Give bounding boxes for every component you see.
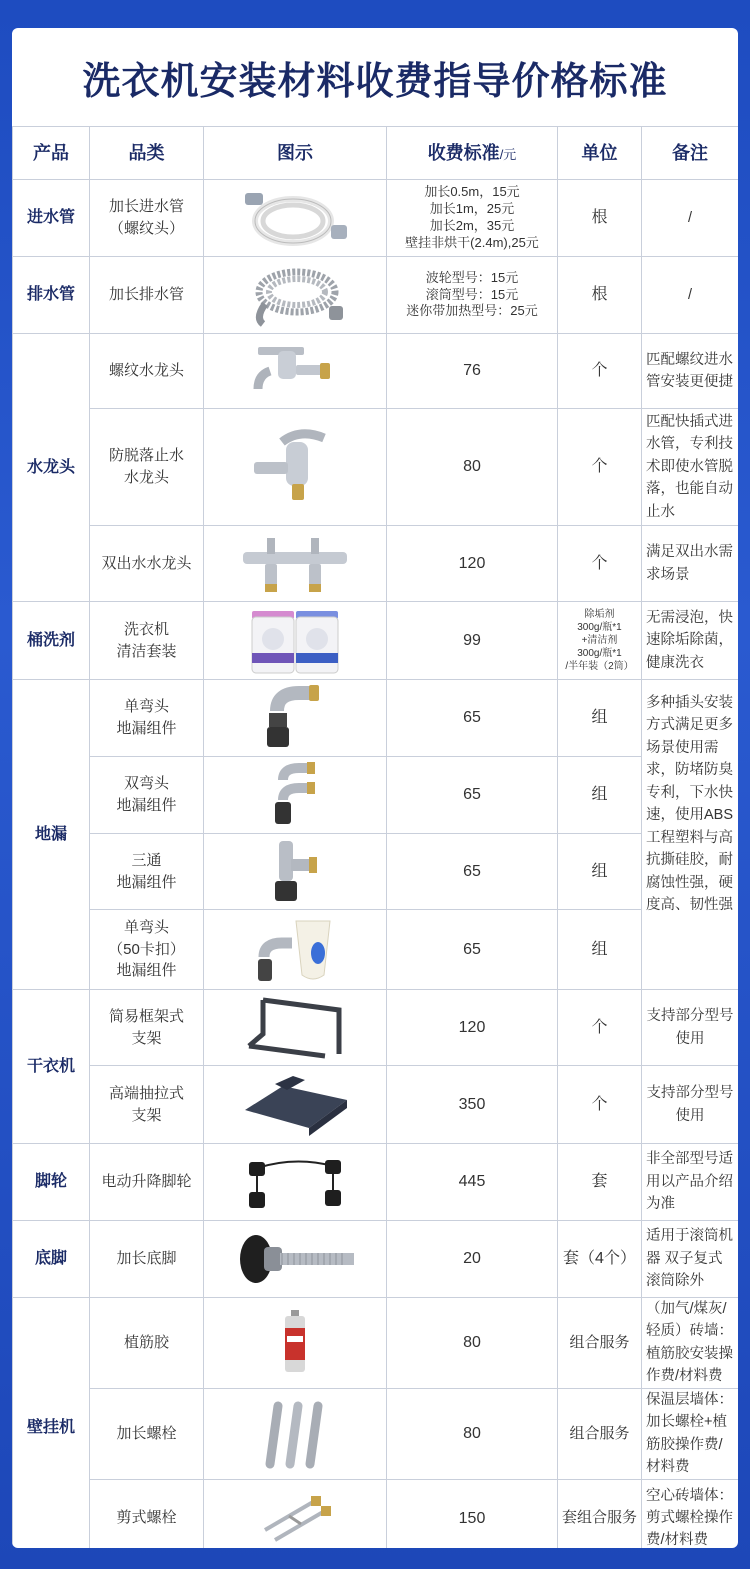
note-cell: /	[642, 257, 739, 334]
category-line: 洗衣机	[123, 620, 169, 638]
table-row	[13, 1298, 739, 1389]
long-bolts-icon	[260, 1398, 330, 1470]
inlet-hose-icon	[235, 185, 355, 251]
category-cell: 电动升降脚轮	[90, 1144, 204, 1221]
unit-cell	[558, 602, 642, 680]
image-cell	[204, 1144, 387, 1221]
category-cell: 加长底脚	[90, 1221, 204, 1298]
note-cell: 满足双出水需求场景	[642, 526, 739, 602]
price-cell: 120	[387, 990, 558, 1066]
category-cell	[90, 680, 204, 757]
unit-line: +清洁剂	[581, 635, 618, 646]
price-cell: 65	[387, 910, 558, 990]
floor-drain-elbow-icon	[255, 683, 335, 753]
image-cell	[204, 180, 387, 257]
product-cell: 水龙头	[13, 334, 90, 602]
pullout-rack-icon	[235, 1070, 355, 1140]
unit-cell: 组	[558, 680, 642, 757]
price-line: 加长0.5m，15元	[424, 184, 520, 200]
note-cell: 无需浸泡，快速除垢除菌，健康洗衣	[642, 602, 739, 680]
product-cell: 壁挂机	[13, 1298, 90, 1549]
price-cell: 76	[387, 334, 558, 409]
table-row	[13, 1221, 739, 1298]
note-cell: 匹配螺纹进水管安装更便捷	[642, 334, 739, 409]
price-cell: 20	[387, 1221, 558, 1298]
table-row	[13, 1144, 739, 1221]
category-line: 水龙头	[123, 469, 169, 486]
price-cell: 80	[387, 1388, 558, 1479]
category-line: （50卡扣）	[108, 940, 185, 958]
unit-line: 除垢剂	[584, 609, 615, 620]
unit-cell: 套（4个）	[558, 1221, 642, 1298]
category-line: 三通	[131, 851, 162, 869]
product-cell: 底脚	[13, 1221, 90, 1298]
table-row	[13, 1388, 739, 1479]
faucet-icon	[240, 422, 350, 512]
price-cell	[387, 180, 558, 257]
unit-cell: 套组合服务	[558, 1479, 642, 1548]
image-cell	[204, 526, 387, 602]
category-line: 单弯头	[123, 918, 169, 936]
category-cell	[90, 757, 204, 834]
price-cell: 65	[387, 834, 558, 910]
product-cell: 脚轮	[13, 1144, 90, 1221]
header-row	[13, 127, 739, 180]
floor-drain-clip-icon	[250, 913, 340, 987]
note-cell: （加气/煤灰/轻质）砖墙：植筋胶安装操作费/材料费	[642, 1298, 739, 1389]
category-line: 支架	[131, 1106, 162, 1124]
category-cell: 植筋胶	[90, 1298, 204, 1389]
category-line: 地漏组件	[116, 873, 177, 891]
note-cell: 保温层墙体：加长螺栓+植筋胶操作费/材料费	[642, 1388, 739, 1479]
header-category: 品类	[90, 127, 204, 180]
price-cell: 80	[387, 1298, 558, 1389]
category-line: （螺纹头）	[108, 220, 184, 237]
table-row	[13, 526, 739, 602]
header-price-unit: /元	[499, 146, 517, 162]
unit-cell: 组	[558, 757, 642, 834]
category-line: 简易框架式	[108, 1007, 184, 1025]
note-cell: 适用于滚筒机器 双子复式滚筒除外	[642, 1221, 739, 1298]
drain-hose-icon	[235, 262, 355, 328]
header-unit: 单位	[558, 127, 642, 180]
product-cell: 进水管	[13, 180, 90, 257]
price-cell: 65	[387, 757, 558, 834]
price-line: 加长2m，35元	[429, 218, 515, 233]
category-cell: 加长螺栓	[90, 1388, 204, 1479]
product-cell: 排水管	[13, 257, 90, 334]
price-line: 滚筒型号：15元	[425, 286, 519, 302]
price-cell: 445	[387, 1144, 558, 1221]
category-line: 防脱落止水	[108, 447, 184, 465]
image-cell	[204, 334, 387, 409]
table-row	[13, 680, 739, 757]
price-cell: 65	[387, 680, 558, 757]
simple-rack-icon	[235, 994, 355, 1062]
page-title: 洗衣机安装材料收费指导价格标准	[82, 60, 668, 103]
image-cell	[204, 910, 387, 990]
image-cell	[204, 1388, 387, 1479]
image-cell	[204, 680, 387, 757]
price-line: 波轮型号：15元	[425, 269, 519, 285]
note-cell: 支持部分型号使用	[642, 990, 739, 1066]
table-row	[13, 602, 739, 680]
unit-cell: 组合服务	[558, 1298, 642, 1389]
category-line: 双弯头	[123, 775, 169, 793]
category-line: 双出水水龙头	[101, 554, 192, 572]
price-cell: 350	[387, 1066, 558, 1144]
product-cell: 干衣机	[13, 990, 90, 1144]
image-cell	[204, 1298, 387, 1389]
product-cell: 地漏	[13, 680, 90, 990]
anchor-glue-icon	[265, 1308, 325, 1378]
category-line: 高端抽拉式	[108, 1084, 184, 1102]
price-cell	[387, 257, 558, 334]
unit-cell: 组	[558, 910, 642, 990]
table-row	[13, 1066, 739, 1144]
image-cell	[204, 602, 387, 680]
category-line: 单弯头	[123, 698, 169, 716]
unit-cell: 根	[558, 257, 642, 334]
category-cell	[90, 334, 204, 409]
unit-cell: 个	[558, 1066, 642, 1144]
extended-foot-icon	[230, 1229, 360, 1289]
header-product: 产品	[13, 127, 90, 180]
category-cell: 加长排水管	[90, 257, 204, 334]
unit-cell: 个	[558, 409, 642, 526]
product-cell: 桶洗剂	[13, 602, 90, 680]
header-price-label: 收费标准	[427, 142, 500, 163]
category-line: 地漏组件	[116, 720, 177, 737]
scissor-bolts-icon	[255, 1490, 335, 1546]
table-row	[13, 257, 739, 334]
double-faucet-icon	[235, 530, 355, 598]
category-line: 地漏组件	[116, 797, 177, 814]
unit-cell: 个	[558, 526, 642, 602]
category-line: 支架	[131, 1029, 162, 1047]
note-cell: 支持部分型号使用	[642, 1066, 739, 1144]
table-row	[13, 990, 739, 1066]
table-row	[13, 834, 739, 910]
category-cell	[90, 1066, 204, 1144]
category-cell: 剪式螺栓	[90, 1479, 204, 1548]
category-cell	[90, 834, 204, 910]
floor-drain-double-icon	[255, 760, 335, 830]
price-cell: 80	[387, 409, 558, 526]
note-cell: 多种插头安装方式满足更多场景使用需求，防堵防臭专利，下水快速，使用ABS工程塑料与高抗撕硅胶，耐腐蚀性强，硬度高、韧性强	[642, 680, 739, 990]
cleaner-bottles-icon	[240, 605, 350, 677]
caster-icon	[235, 1148, 355, 1216]
image-cell	[204, 990, 387, 1066]
price-line: 壁挂非烘干(2.4m),25元	[405, 234, 539, 250]
category-cell	[90, 990, 204, 1066]
image-cell	[204, 1221, 387, 1298]
image-cell	[204, 257, 387, 334]
unit-line: 300g/瓶*1	[577, 622, 622, 633]
faucet-icon	[240, 337, 350, 405]
header-image: 图示	[204, 127, 387, 180]
unit-line: /半年装（2筒）	[565, 661, 634, 672]
image-cell	[204, 1066, 387, 1144]
category-cell	[90, 180, 204, 257]
price-line: 迷你带加热型号：25元	[406, 303, 538, 319]
image-cell	[204, 834, 387, 910]
price-line: 加长1m，25元	[429, 201, 515, 217]
table-row	[13, 334, 739, 409]
price-card	[12, 28, 738, 1548]
unit-cell: 个	[558, 990, 642, 1066]
unit-cell: 个	[558, 334, 642, 409]
category-cell	[90, 526, 204, 602]
unit-cell: 根	[558, 180, 642, 257]
category-line: 地漏组件	[116, 962, 177, 980]
table-row	[13, 910, 739, 990]
category-line: 加长进水管	[108, 198, 184, 216]
table-row	[13, 409, 739, 526]
price-table	[12, 126, 738, 1548]
note-cell: 非全部型号适用以产品介绍为准	[642, 1144, 739, 1221]
table-row	[13, 757, 739, 834]
unit-cell: 组合服务	[558, 1388, 642, 1479]
table-row	[13, 1479, 739, 1548]
note-cell: 匹配快插式进水管，专利技术即使水管脱落，也能自动止水	[642, 409, 739, 526]
category-line: 清洁套装	[116, 642, 177, 660]
image-cell	[204, 1479, 387, 1548]
table-row	[13, 180, 739, 257]
note-cell: 空心砖墙体：剪式螺栓操作费/材料费	[642, 1479, 739, 1548]
category-cell	[90, 910, 204, 990]
image-cell	[204, 409, 387, 526]
header-note: 备注	[642, 127, 739, 180]
floor-drain-tee-icon	[255, 837, 335, 907]
price-cell: 150	[387, 1479, 558, 1548]
category-cell	[90, 602, 204, 680]
category-cell	[90, 409, 204, 526]
category-line: 螺纹水龙头	[108, 362, 184, 380]
note-cell: /	[642, 180, 739, 257]
image-cell	[204, 757, 387, 834]
price-cell: 99	[387, 602, 558, 680]
unit-line: 300g/瓶*1	[577, 648, 622, 659]
header-price	[387, 127, 558, 180]
price-cell: 120	[387, 526, 558, 602]
unit-cell: 组	[558, 834, 642, 910]
unit-cell: 套	[558, 1144, 642, 1221]
